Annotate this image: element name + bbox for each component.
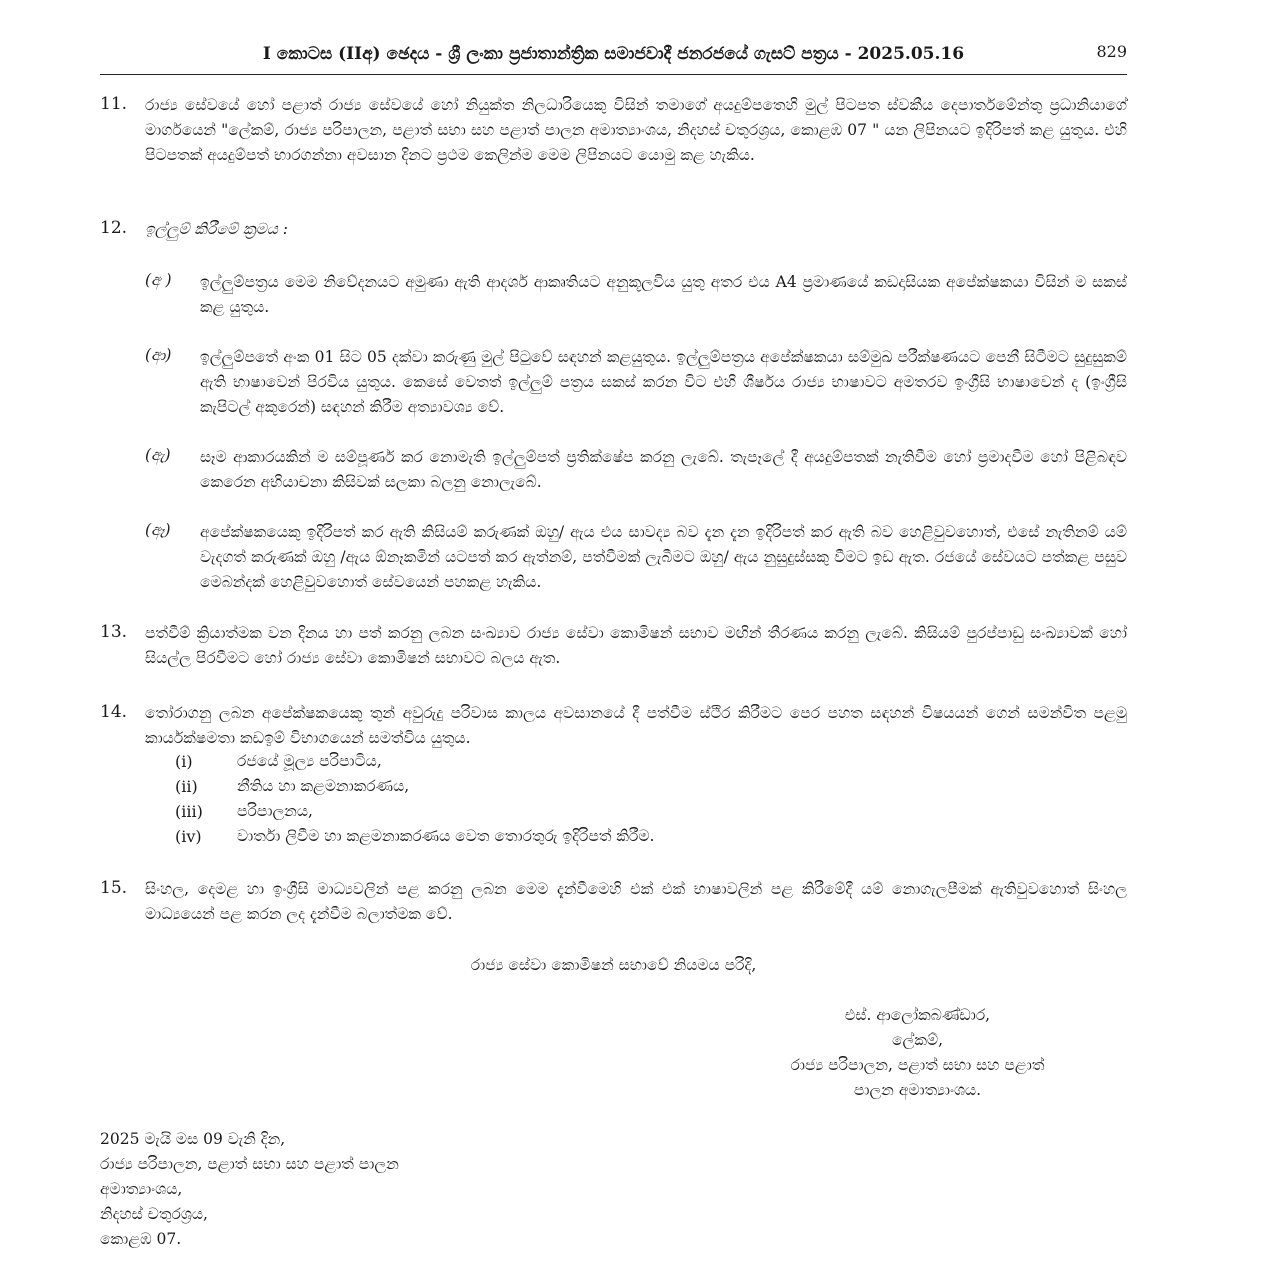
- footer-address-line-1: රාජ්‍ය පරිපාලන, පළාත් සභා සහ පළාත් පාලන: [100, 1155, 399, 1173]
- header-title: I කොටස (IIඅ) ඡෙදය - ශ්‍රී ලංකා ප්‍රජාතාන්ත්‍රික සමාජවාදී ජනරජයේ ගැසට් පත්‍රය - 2025.05.16: [262, 44, 965, 64]
- section-12-number: 12.: [100, 218, 128, 238]
- section-14-number: 14.: [100, 702, 128, 722]
- section-13-text: පත්වීම් ක්‍රියාත්මක වන දිනය හා පත් කරනු ලබන සංඛ්‍යාව රාජ්‍ය සේවා කොමිෂන් සභාව මඟින් තීරණය කරනු ලැබේ. කිසියම් පුරප්පාඩු සංඛ්‍යාවක් හෝ සියල්ල පිරවීමට හෝ රාජ්‍ය සේවා කොමිෂන් සභාවට බලය ඇත.: [145, 624, 1127, 667]
- section-14-item-i-label: (i): [175, 752, 193, 771]
- section-14-item-ii-text: නීතිය හා කළමනාකරණය,: [237, 777, 410, 795]
- section-14-item-ii-label: (ii): [175, 777, 198, 796]
- section-12-item-ae-label: (ඇ): [145, 446, 171, 464]
- section-15-text: සිංහල, දෙමළ හා ඉංග්‍රීසි මාධ්‍යවලින් පළ කරනු ලබන මෙම දැන්වීමෙහි එක් එක් භාෂාවලින් පළ කිරීමේදී යම් නොගැලපීමක් ඇතිවුවහොත් සිංහල මාධ්‍යයෙන් පළ කරන ලද දැන්වීම බලාත්මක වේ.: [145, 880, 1127, 923]
- section-14-item-iv-label: (iv): [175, 827, 202, 846]
- section-12-heading: ඉල්ලුම් කිරීමේ ක්‍රමය :: [145, 220, 289, 238]
- page-header: [100, 40, 1127, 75]
- section-12-item-a-label: (අ ): [145, 271, 172, 289]
- signature-title: ලේකම්,: [891, 1031, 944, 1049]
- footer-address-line-3: නිදහස් චතුරශ්‍රය,: [100, 1205, 208, 1223]
- section-12-item-a-text: ඉල්ලුම්පත්‍රය මෙම නිවේදනයට අමුණා ඇති ආදර්ශ ආකෘතියට අනුකූලවිය යුතු අතර එය A4 ප්‍රමාණයේ කඩදාසියක අපේක්ෂකයා විසින් ම සකස් කළ යුතුය.: [200, 273, 1127, 316]
- section-12-item-aa-label: (ආ): [145, 346, 172, 364]
- order-line: රාජ්‍ය සේවා කොමිෂන් සභාවේ නියමය පරිදි,: [470, 956, 757, 974]
- section-14-text: තෝරාගනු ලබන අපේක්ෂකයෙකු තුන් අවුරුදු පරිවාස කාලය අවසානයේ දී පත්වීම ස්ථිර කිරීමට පෙර පහත සඳහන් විෂයයන් ගෙන් සමන්විත පළමු කාර්යක්ෂමතා කඩඉම් විභාගයෙන් සමත්විය යුතුය.: [145, 704, 1127, 747]
- section-11-text: රාජ්‍ය සේවයේ හෝ පළාත් රාජ්‍ය සේවයේ හෝ නියුක්ත නිලධාරියෙකු විසින් තමාගේ අයදුම්පතෙහි මුල් පිටපත ස්වකීය දෙපාර්තමේන්තු ප්‍රධානියාගේ මාර්ගයෙන් "ලේකම්, රාජ්‍ය පරිපාලන, පළාත් සභා සහ පළාත් පාලන අමාත්‍යාංශය, නිදහස් චතුරශ්‍රය, කොළඹ 07 " යන ලිපිනයට ඉදිරිපත් කළ යුතුය. එහි පිටපතක් අයදුම්පත් භාරගන්නා අවසාන දිනට ප්‍රථම කෙලින්ම මෙම ලිපිනයට යොමු කළ හැකිය.: [145, 96, 1127, 164]
- section-13-number: 13.: [100, 622, 128, 642]
- footer-address-line-4: කොළඹ 07.: [100, 1230, 182, 1248]
- section-14-item-iii-text: පරිපාලනය,: [237, 802, 313, 820]
- section-14-item-iv-text: වාර්තා ලිවීම හා කළමනාකරණය වෙත තොරතුරු ඉදිරිපත් කිරීම.: [237, 827, 655, 845]
- section-14-item-i-text: රජයේ මූල්‍ය පරිපාටිය,: [237, 752, 382, 770]
- section-12-item-ae-text: සෑම ආකාරයකින් ම සම්පූර්ණ කර නොමැති ඉල්ලුම්පත් ප්‍රතික්ෂේප කරනු ලැබේ. තැපෑලේ දී අයදුම්පතක් නැතිවීම හෝ ප්‍රමාදවීම හෝ පිළිබඳව කෙරෙන අභියාචනා කිසිවක් සලකා බලනු නොලැබේ.: [200, 448, 1127, 491]
- footer-address-line-2: අමාත්‍යාංශය,: [100, 1180, 183, 1198]
- section-12-item-aee-label: (ඈ): [145, 521, 171, 539]
- signature-name: එස්. ආලෝකබණ්ඩාර,: [844, 1006, 991, 1024]
- signature-ministry-line-2: පාලන අමාත්‍යාංශය.: [853, 1081, 982, 1099]
- section-12-item-aee-text: අපේක්ෂකයෙකු ඉදිරිපත් කර ඇති කිසියම් කරුණක් ඔහු/ ඇය එය සාවද්‍ය බව දැන දැන ඉදිරිපත් කර ඇති බව හෙළිවුවහොත්, එසේ නැතිනම් යම් වැදගත් කරුණක් ඔහු /ඇය ඕනෑකමින් යටපත් කර ඇත්නම්, පත්වීමක් ලැබීමට ඔහු/ ඇය නුසුදුස්සකු වීමට ඉඩ ඇත. රජයේ සේවයට පත්කළ පසුව මෙබන්දක් හෙළිවුවහොත් සේවයෙන් පහකළ හැකිය.: [200, 523, 1127, 591]
- section-14-item-iii-label: (iii): [175, 802, 203, 821]
- signature-ministry-line-1: රාජ්‍ය පරිපාලන, පළාත් සභා සහ පළාත්: [790, 1056, 1045, 1074]
- page-number: 829: [1096, 42, 1127, 61]
- section-12-item-aa-text: ඉල්ලුම්පතේ අංක 01 සිට 05 දක්වා කරුණු මුල් පිටුවේ සඳහන් කළයුතුය. ඉල්ලුම්පත්‍රය අපේක්ෂකයා සම්මුඛ පරීක්ෂණයට පෙනී සිටීමට සුදුසුකම් ඇති භාෂාවෙන් පිරවිය යුතුය. කෙසේ වෙතත් ඉල්ලුම් පත්‍රය සකස් කරන විට එහි ශීර්ෂය රාජ්‍ය භාෂාවට අමතරව ඉංග්‍රීසි භාෂාවෙන් ද (ඉංග්‍රීසි කැපිටල් අකුරෙන්) සඳහන් කිරීම අත්‍යාවශ්‍ය වේ.: [200, 348, 1127, 416]
- section-15-number: 15.: [100, 878, 128, 898]
- section-11-number: 11.: [100, 94, 128, 114]
- footer-date: 2025 මැයි මස 09 වැනි දින,: [100, 1130, 286, 1148]
